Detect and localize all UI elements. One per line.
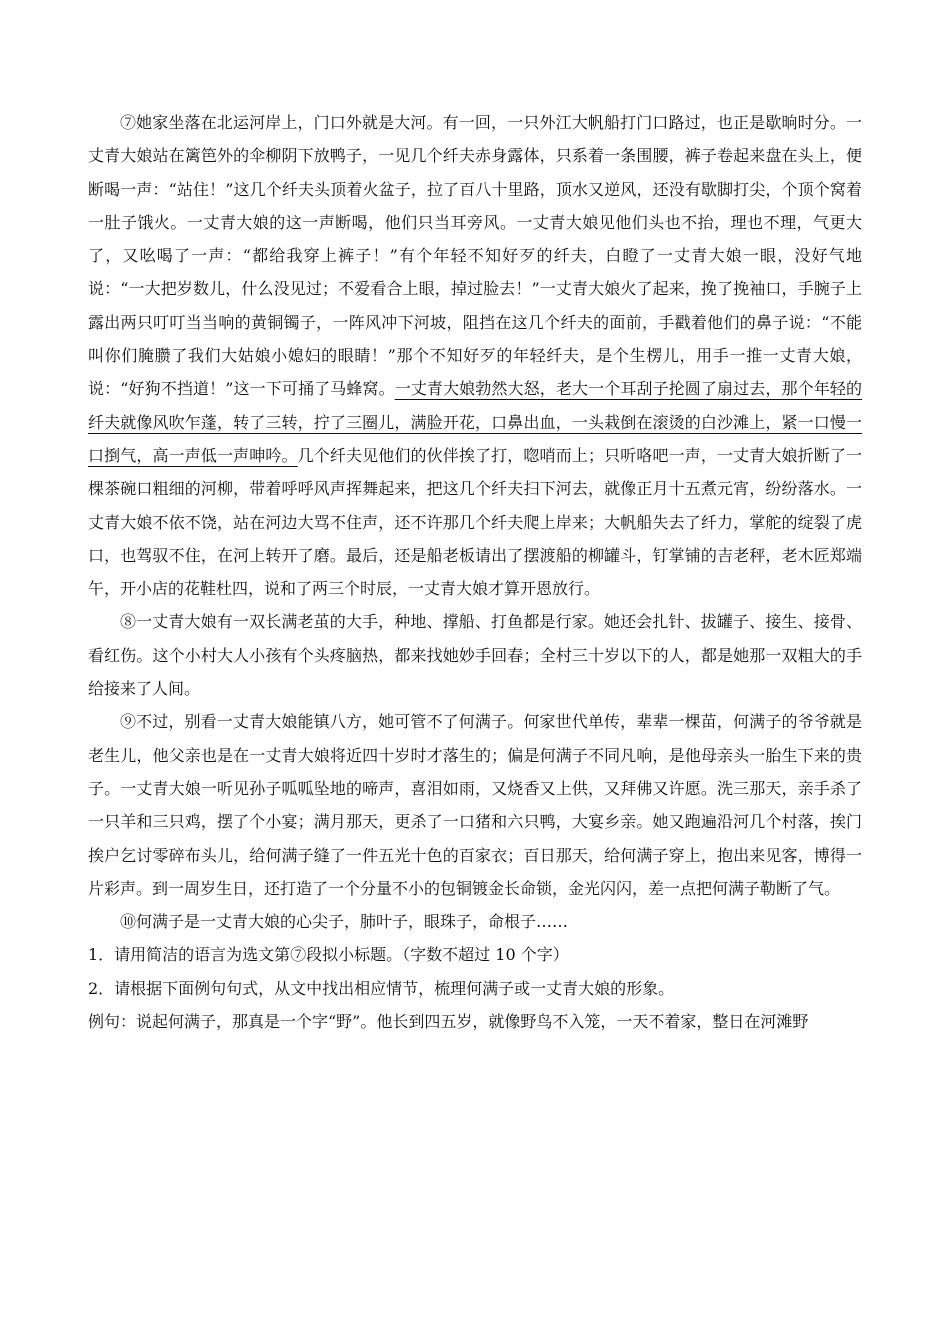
question-2: 2．请根据下面例句句式，从文中找出相应情节，梳理何满子或一丈青大娘的形象。	[88, 978, 675, 998]
paragraph-7-underlined-text: 一丈青大娘勃然大怒，老大一个耳刮子抡圆了扇过去，那个年轻的纤夫就像风吹乍蓬，转了三转，拧了三圈儿，满脸开花，口鼻出血，一头栽倒在滚烫的白沙滩上，紧一口慢一口捯气，高一声低一声呻吟。	[88, 379, 862, 465]
paragraph-7-text-after: 几个纤夫见他们的伙伴挨了打，唿哨而上；只听咯吧一声，一丈青大娘折断了一棵茶碗口粗细的河柳，带着呼呼风声挥舞起来，把这几个纤夫扫下河去，就像正月十五煮元宵，纷纷落水。一丈青大娘不依不饶，站在河边大骂不住声，还不许那几个纤夫爬上岸来；大帆船失去了纤力，掌舵的绽裂了虎口，也驾驭不住，在河上转开了磨。最后，还是船老板请出了摆渡船的柳罐斗，钉掌铺的吉老秤，老木匠郑端午，开小店的花鞋杜四，说和了两三个时辰，一丈青大娘才算开恩放行。	[88, 445, 862, 599]
example-sentence: 例句：说起何满子，那真是一个字“野”。他长到四五岁，就像野鸟不入笼，一天不着家，整日在河滩野	[88, 1012, 809, 1032]
paragraph-8: ⑧一丈青大娘有一双长满老茧的大手，种地、撑船、打鱼都是行家。她还会扎针、拔罐子、接生、接骨、看红伤。这个小村大人小孩有个头疼脑热，都来找她妙手回春；全村三十岁以下的人，都是她那一双粗大的手给接来了人间。	[88, 612, 862, 699]
paragraph-7-text-before: ⑦她家坐落在北运河岸上，门口外就是大河。有一回，一只外江大帆船打门口路过，也正是歇晌时分。一丈青大娘站在篱笆外的伞柳阴下放鸭子，一见几个纤夫赤身露体，只系着一条围腰，裤子卷起来盘在头上，便断喝一声：“站住！”这几个纤夫头顶着火盆子，拉了百八十里路，顶水又逆风，还没有歇脚打尖，个顶个窝着一肚子饿火。一丈青大娘的这一声断喝，他们只当耳旁风。一丈青大娘见他们头也不抬，理也不理，气更大了，又吆喝了一声：“都给我穿上裤子！”有个年轻不知好歹的纤夫，白瞪了一丈青大娘一眼，没好气地说：“一大把岁数儿，什么没见过；不爱看合上眼，掉过脸去！”一丈青大娘火了起来，挽了挽袖口，手腕子上露出两只叮叮当当响的黄铜镯子，一阵风冲下河坡，阻挡在这几个纤夫的面前，手戳着他们的鼻子说：“不能叫你们腌臜了我们大姑娘小媳妇的眼睛！”那个不知好歹的年轻纤夫，是个生楞儿，用手一推一丈青大娘，说：“好狗不挡道！”这一下可捅了马蜂窝。	[88, 113, 862, 399]
paragraph-10: ⑩何满子是一丈青大娘的心尖子，肺叶子，眼珠子，命根子……	[120, 912, 569, 932]
question-1: 1．请用简洁的语言为选文第⑦段拟小标题。（字数不超过 10 个字）	[88, 945, 569, 965]
document-page	[88, 106, 862, 1038]
paragraph-9: ⑨不过，别看一丈青大娘能镇八方，她可管不了何满子。何家世代单传，辈辈一棵苗，何满子的爷爷就是老生儿，他父亲也是在一丈青大娘将近四十岁时才落生的；偏是何满子不同凡响，是他母亲头一胎生下来的贵子。一丈青大娘一听见孙子呱呱坠地的啼声，喜泪如雨，又烧香又上供，又拜佛又许愿。洗三那天，亲手杀了一只羊和三只鸡，摆了个小宴；满月那天，更杀了一口猪和六只鸭，大宴乡亲。她又跑遍沿河几个村落，挨门挨户乞讨零碎布头儿，给何满子缝了一件五光十色的百家衣；百日那天，给何满子穿上，抱出来见客，博得一片彩声。到一周岁生日，还打造了一个分量不小的包铜镀金长命锁，金光闪闪，差一点把何满子勒断了气。	[88, 712, 862, 898]
paragraph-7	[88, 106, 862, 605]
